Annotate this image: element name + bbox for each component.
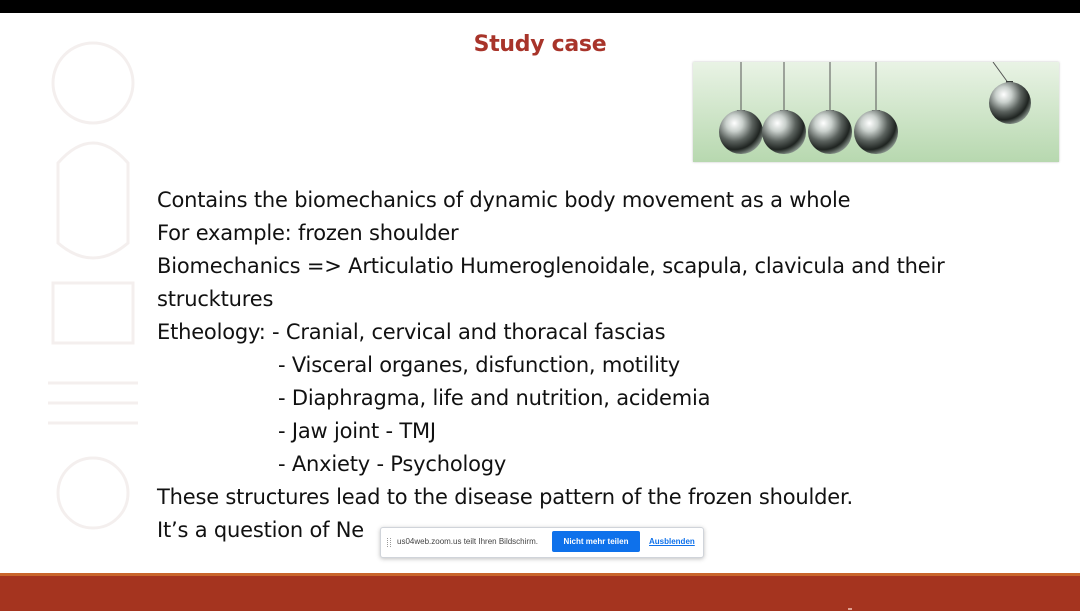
body-line: Contains the biomechanics of dynamic body movement as a whole: [157, 188, 851, 212]
screen-share-notification: [380, 527, 704, 558]
body-line: These structures lead to the disease pattern of the frozen shoulder.: [157, 485, 853, 509]
newtons-cradle-image: [693, 62, 1059, 162]
footer-accent-line: [0, 573, 1080, 576]
body-line: strucktures: [157, 287, 274, 311]
slide-title: Study case: [473, 32, 607, 57]
footer-mark: [848, 608, 852, 610]
slide-body: [157, 185, 1037, 548]
body-line: Biomechanics => Articulatio Humeroglenoidale, scapula, clavicula and their: [157, 254, 945, 278]
drag-handle-icon[interactable]: [387, 538, 391, 547]
body-line: Etheology: - Cranial, cervical and thoracal fascias: [157, 320, 666, 344]
window-top-bar: [0, 0, 1080, 13]
body-line-indented: - Diaphragma, life and nutrition, acidemia: [278, 386, 711, 410]
watermark-logo-icon: [28, 23, 158, 563]
share-status-text: us04web.zoom.us teilt Ihren Bildschirm.: [397, 537, 538, 546]
body-line-indented: - Anxiety - Psychology: [278, 452, 507, 476]
body-line: It’s a question of Ne: [157, 518, 365, 542]
hide-link[interactable]: Ausblenden: [649, 537, 695, 546]
body-line-indented: - Jaw joint - TMJ: [278, 419, 436, 443]
body-line-indented: - Visceral organes, disfunction, motility: [278, 353, 680, 377]
body-line: For example: frozen shoulder: [157, 221, 459, 245]
stop-sharing-button[interactable]: Nicht mehr teilen: [552, 531, 640, 552]
presentation-slide: [0, 13, 1080, 573]
slide-footer-bar: [0, 573, 1080, 611]
